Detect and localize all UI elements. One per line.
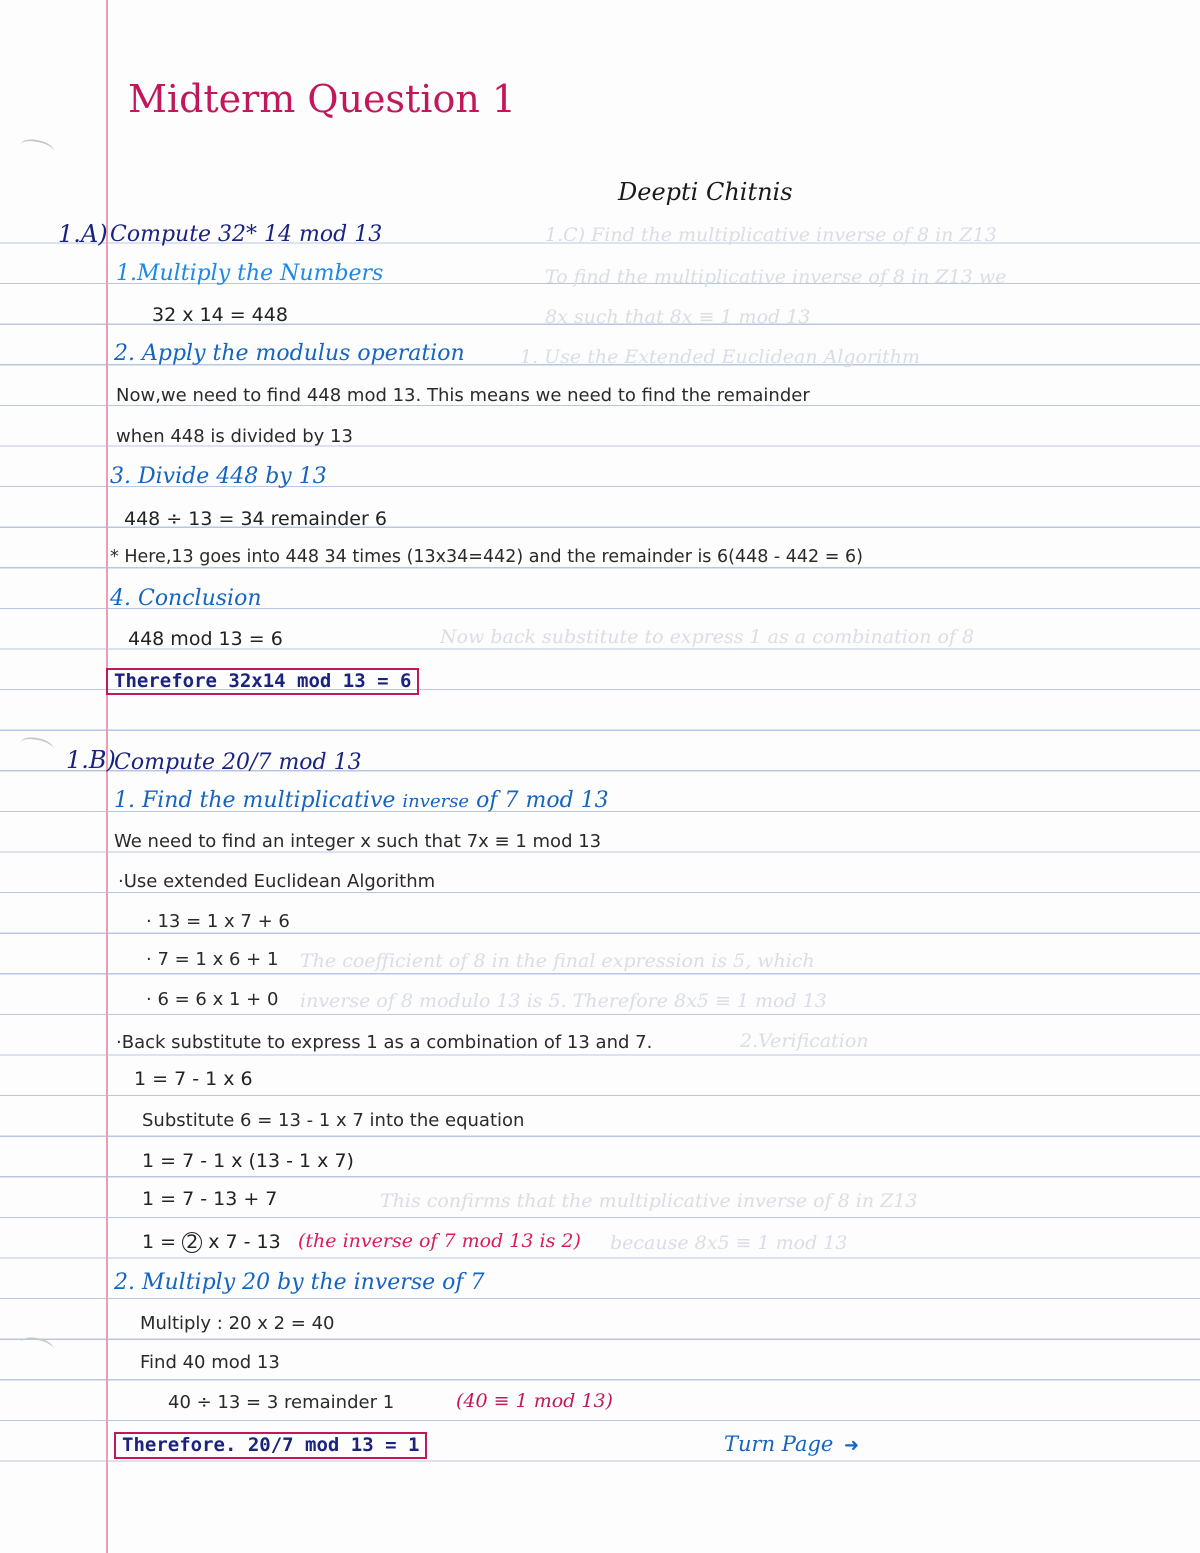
page-title: Midterm Question 1	[128, 77, 517, 121]
work-line: Find 40 mod 13	[140, 1352, 280, 1373]
equation-line: 1 = 7 - 13 + 7	[142, 1188, 278, 1210]
equation-line: · 6 = 6 x 1 + 0	[146, 989, 279, 1010]
work-line: Substitute 6 = 13 - 1 x 7 into the equation	[142, 1110, 525, 1131]
bleed-through-text: 1.C) Find the multiplicative inverse of 8 in Z13	[545, 224, 997, 246]
author-name: Deepti Chitnis	[618, 178, 793, 206]
bleed-through-text: The coefficient of 8 in the final expression is 5, which	[300, 950, 815, 972]
equation-part: x 7 - 13	[208, 1231, 281, 1253]
bleed-through-text: 1. Use the Extended Euclidean Algorithm	[520, 346, 921, 368]
step-heading: 3. Divide 448 by 13	[110, 464, 327, 489]
step-heading-part: 1. Find the multiplicative	[114, 788, 396, 813]
work-line: Multiply : 20 x 2 = 40	[140, 1313, 335, 1334]
bleed-through-text: This confirms that the multiplicative inverse of 8 in Z13	[380, 1190, 918, 1212]
question-heading: Compute 32* 14 mod 13	[110, 222, 383, 247]
circled-inverse: 2	[182, 1232, 202, 1253]
bleed-through-text: To find the multiplicative inverse of 8 in Z13 we	[545, 266, 1007, 288]
bleed-through-text: inverse of 8 modulo 13 is 5. Therefore 8x5 ≡ 1 mod 13	[300, 990, 827, 1012]
equation-line: 1 = 7 - 1 x (13 - 1 x 7)	[142, 1150, 354, 1172]
work-line: 448 mod 13 = 6	[128, 628, 283, 650]
step-heading: 2. Apply the modulus operation	[114, 341, 465, 366]
question-label: 1.B)	[66, 746, 116, 774]
work-line: ·Back substitute to express 1 as a combination of 13 and 7.	[116, 1032, 653, 1053]
bleed-through-text: Now back substitute to express 1 as a combination of 8	[440, 626, 975, 648]
question-label: 1.A)	[58, 220, 108, 248]
congruence-note: (40 ≡ 1 mod 13)	[456, 1390, 613, 1412]
equation-line: 1 = 7 - 1 x 6	[134, 1068, 253, 1090]
equation-line: · 7 = 1 x 6 + 1	[146, 949, 279, 970]
equation-part: 1 =	[142, 1231, 177, 1253]
work-line: 40 ÷ 13 = 3 remainder 1	[168, 1392, 395, 1413]
work-line: 32 x 14 = 448	[152, 304, 288, 326]
step-heading: 4. Conclusion	[110, 586, 262, 611]
equation-line: · 13 = 1 x 7 + 6	[146, 911, 290, 932]
inverse-note: (the inverse of 7 mod 13 is 2)	[298, 1230, 581, 1252]
work-line: 448 ÷ 13 = 34 remainder 6	[124, 508, 387, 530]
step-heading-part: of 7 mod 13	[476, 788, 609, 813]
bleed-through-text: 8x such that 8x ≡ 1 mod 13	[545, 306, 811, 328]
turn-page-note	[724, 1434, 859, 1455]
equation-line	[142, 1232, 281, 1253]
bleed-through-text: 2.Verification	[740, 1030, 869, 1052]
answer-box: Therefore. 20/7 mod 13 = 1	[114, 1432, 427, 1459]
step-heading: 2. Multiply 20 by the inverse of 7	[114, 1270, 485, 1295]
turn-page-label: Turn Page	[724, 1432, 834, 1456]
question-heading: Compute 20/7 mod 13	[114, 750, 362, 775]
work-line: ·Use extended Euclidean Algorithm	[118, 871, 436, 892]
step-heading-part: inverse	[402, 791, 470, 812]
work-line: when 448 is divided by 13	[116, 426, 353, 447]
note-line: * Here,13 goes into 448 34 times (13x34=442) and the remainder is 6(448 - 442 = 6)	[110, 547, 863, 567]
step-heading	[114, 790, 609, 812]
work-line: We need to find an integer x such that 7x ≡ 1 mod 13	[114, 831, 602, 852]
answer-box: Therefore 32x14 mod 13 = 6	[106, 668, 419, 695]
arrow-right-icon: ➜	[844, 1435, 860, 1456]
bleed-through-text: because 8x5 ≡ 1 mod 13	[610, 1232, 848, 1254]
work-line: Now,we need to find 448 mod 13. This means we need to find the remainder	[116, 385, 810, 406]
step-heading: 1.Multiply the Numbers	[116, 261, 384, 286]
